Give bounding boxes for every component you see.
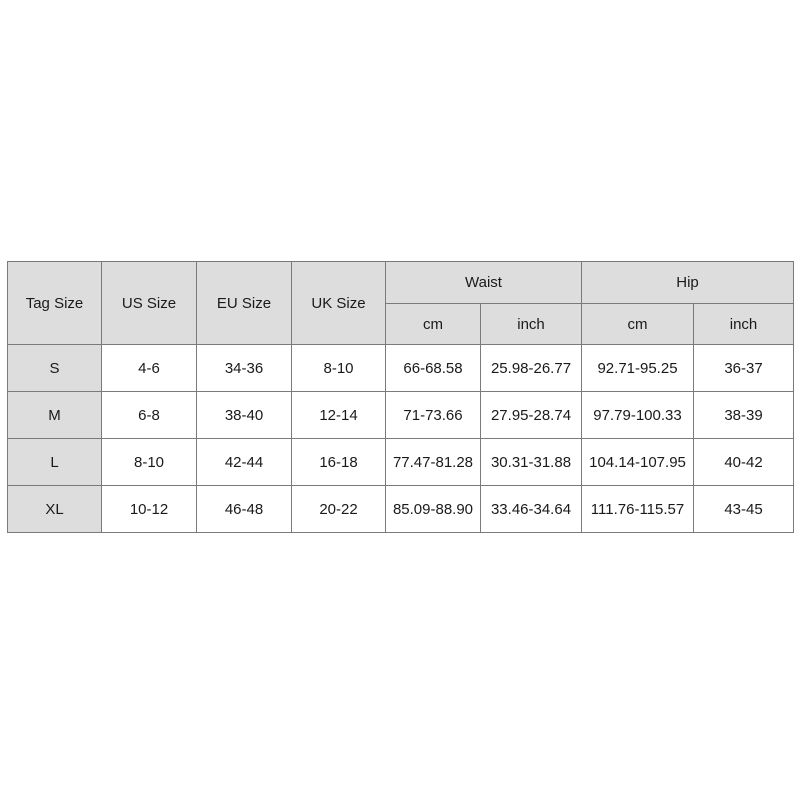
- table-cell-us: 4-6: [102, 345, 197, 392]
- header-tag-size: Tag Size: [8, 262, 102, 345]
- table-cell-uk: 20-22: [292, 486, 386, 533]
- table-cell-hip-cm: 92.71-95.25: [582, 345, 694, 392]
- size-rows: [8, 345, 794, 533]
- table-cell-uk: 12-14: [292, 392, 386, 439]
- table-cell-uk: 16-18: [292, 439, 386, 486]
- header-waist-cm: cm: [386, 304, 481, 345]
- table-cell-waist-inch: 33.46-34.64: [481, 486, 582, 533]
- header-waist-inch: inch: [481, 304, 582, 345]
- table-cell-hip-cm: 104.14-107.95: [582, 439, 694, 486]
- header-row: [8, 262, 794, 304]
- table-row: [8, 345, 794, 392]
- tag-size-cell: XL: [8, 486, 102, 533]
- header-hip-cm: cm: [582, 304, 694, 345]
- header-us-size: US Size: [102, 262, 197, 345]
- table-cell-hip-inch: 43-45: [694, 486, 794, 533]
- table-cell-waist-inch: 30.31-31.88: [481, 439, 582, 486]
- table-cell-waist-cm: 77.47-81.28: [386, 439, 481, 486]
- header-hip: Hip: [582, 262, 794, 304]
- table-row: [8, 392, 794, 439]
- tag-size-cell: M: [8, 392, 102, 439]
- table-cell-waist-cm: 71-73.66: [386, 392, 481, 439]
- header-waist: Waist: [386, 262, 582, 304]
- table-cell-waist-inch: 27.95-28.74: [481, 392, 582, 439]
- table-row: [8, 486, 794, 533]
- size-chart-table: [7, 261, 794, 533]
- table-cell-eu: 46-48: [197, 486, 292, 533]
- header-eu-size: EU Size: [197, 262, 292, 345]
- table-cell-us: 8-10: [102, 439, 197, 486]
- table-cell-eu: 42-44: [197, 439, 292, 486]
- table-cell-eu: 34-36: [197, 345, 292, 392]
- tag-size-cell: S: [8, 345, 102, 392]
- table-cell-eu: 38-40: [197, 392, 292, 439]
- table-cell-waist-cm: 66-68.58: [386, 345, 481, 392]
- table-cell-hip-cm: 97.79-100.33: [582, 392, 694, 439]
- tag-size-cell: L: [8, 439, 102, 486]
- header-uk-size: UK Size: [292, 262, 386, 345]
- table-cell-waist-cm: 85.09-88.90: [386, 486, 481, 533]
- header-hip-inch: inch: [694, 304, 794, 345]
- table-cell-hip-inch: 36-37: [694, 345, 794, 392]
- table-cell-us: 6-8: [102, 392, 197, 439]
- table-cell-hip-cm: 111.76-115.57: [582, 486, 694, 533]
- table-row: [8, 439, 794, 486]
- table-cell-hip-inch: 40-42: [694, 439, 794, 486]
- table-cell-uk: 8-10: [292, 345, 386, 392]
- table-cell-waist-inch: 25.98-26.77: [481, 345, 582, 392]
- table-cell-us: 10-12: [102, 486, 197, 533]
- table-cell-hip-inch: 38-39: [694, 392, 794, 439]
